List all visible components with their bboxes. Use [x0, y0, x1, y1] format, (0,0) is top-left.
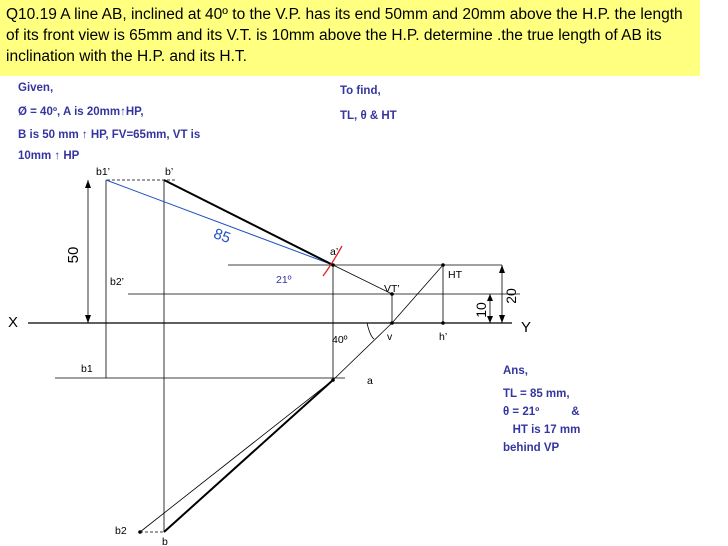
point-b2: [138, 530, 142, 534]
dim-20-arrow-top: [499, 265, 505, 273]
label-b1: b1: [81, 363, 93, 375]
dim-50-arrow-top: [85, 180, 91, 188]
top-view-line: [164, 380, 333, 532]
label-angle-40: 40º: [332, 334, 348, 346]
question-text: Q10.19 A line AB, inclined at 40º to the V.P. has its end 50mm and 20mm above the H.P. the length of its front view is 65mm and its V.T. is 10mm above the H.P. determine .the true length of AB its inclination with the H.P. and its H.T.: [6, 6, 683, 65]
answer-heading: Ans,: [503, 365, 528, 377]
point-a: [331, 378, 335, 382]
label-x: X: [8, 314, 19, 331]
angle-40-arc: [367, 323, 374, 339]
label-b1-prime: b1’: [96, 166, 111, 178]
given-line-2: B is 50 mm ↑ HP, FV=65mm, VT is: [18, 129, 201, 141]
dim-20-arrow-bottom: [499, 315, 505, 323]
dim-10-label: 10: [473, 302, 489, 318]
label-v: v: [387, 331, 393, 343]
label-ht: HT: [448, 269, 462, 281]
dim-10-arrow-top: [487, 294, 493, 301]
label-vt-prime: VT’: [384, 283, 400, 295]
label-a: a: [367, 375, 373, 387]
label-b: b: [162, 536, 168, 546]
true-length-front-view: [106, 180, 333, 265]
label-angle-21: 21º: [276, 274, 292, 286]
point-h-prime: [441, 321, 445, 325]
label-b2: b2: [115, 525, 127, 537]
label-a-prime: a’: [330, 246, 339, 258]
answer-line-3: HT is 17 mm: [503, 424, 581, 436]
label-true-length-85: 85: [211, 225, 233, 248]
given-heading: Given,: [18, 82, 54, 94]
given-line-3: 10mm ↑ HP: [18, 150, 80, 162]
to-find-heading: To find,: [340, 85, 381, 97]
dim-20-label: 20: [503, 288, 519, 304]
dim-50-label: 50: [65, 246, 82, 264]
to-find-line: TL, θ & HT: [340, 110, 397, 122]
label-b2-prime: b2’: [110, 276, 125, 288]
label-y: Y: [521, 319, 532, 336]
answer-line-1: TL = 85 mm,: [503, 388, 570, 400]
point-v: [390, 321, 394, 325]
label-b-prime: b’: [165, 166, 174, 178]
front-view-line: [164, 180, 333, 265]
point-a-prime: [331, 263, 335, 267]
answer-line-2: θ = 21º &: [503, 406, 580, 418]
given-line-1: Ø = 40º, A is 20mm↑HP,: [18, 106, 144, 118]
dim-50-arrow-bottom: [85, 315, 91, 323]
true-length-top-view: [140, 380, 333, 532]
label-h-prime: h’: [439, 331, 448, 343]
top-view-extension: [333, 323, 392, 380]
answer-line-4: behind VP: [503, 442, 560, 454]
point-ht: [441, 263, 445, 267]
